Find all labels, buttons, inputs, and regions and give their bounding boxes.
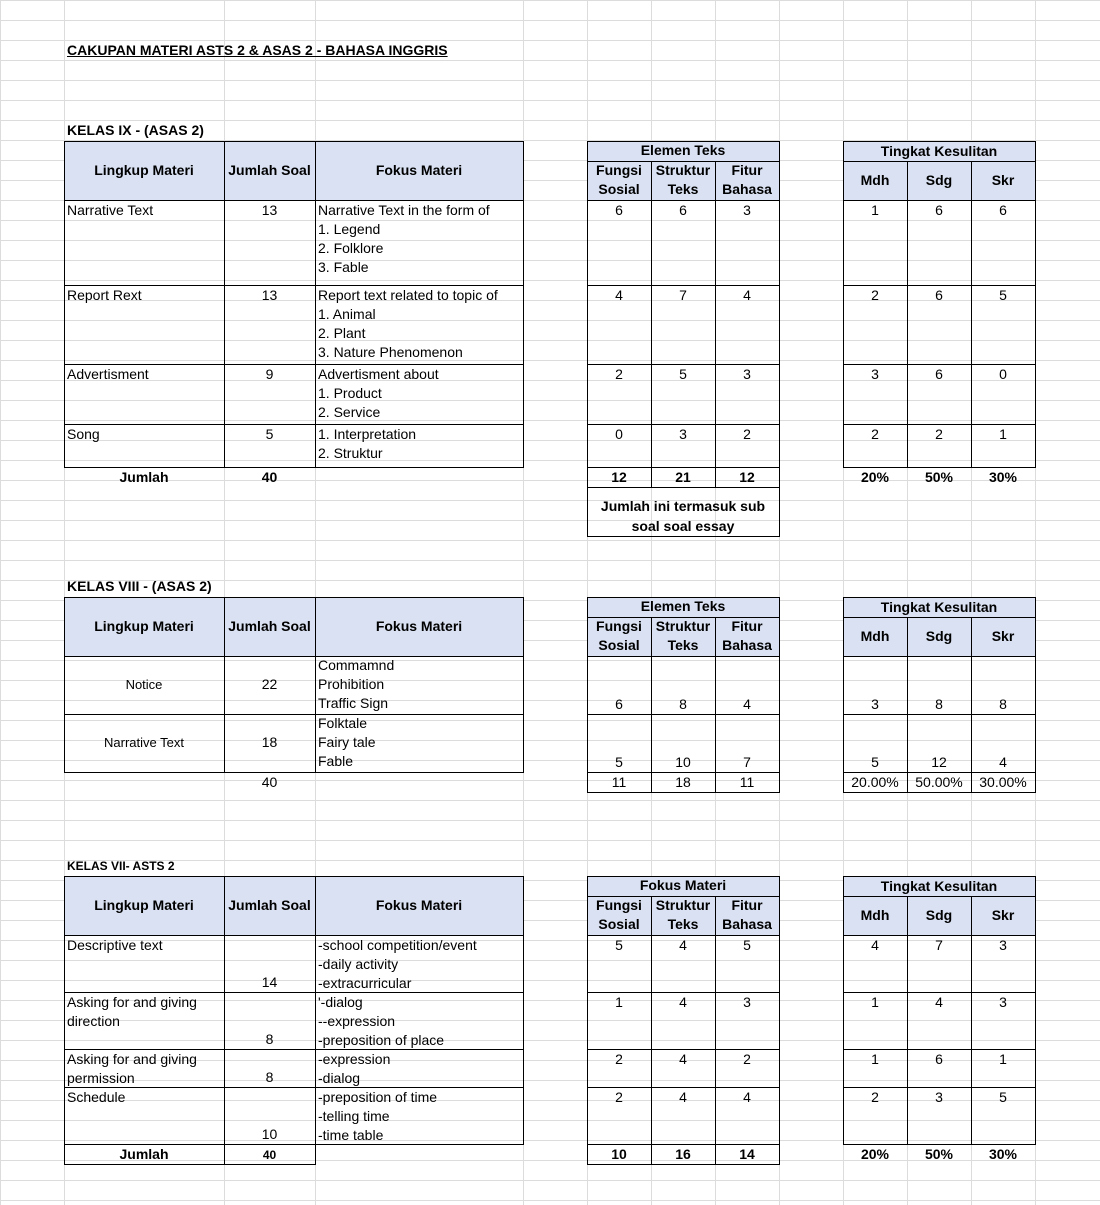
cell-jumlah-soal: 13 <box>261 287 278 303</box>
header-fitur: Fitur <box>731 618 763 634</box>
cell-fokus-line: -daily activity <box>318 956 399 972</box>
cell-skr: 3 <box>999 994 1007 1010</box>
cell-st: 7 <box>679 287 687 303</box>
header-bahasa: Bahasa <box>722 637 772 653</box>
header-fokus-materi: Fokus Materi <box>375 162 463 178</box>
cell-jumlah-soal: 5 <box>265 426 274 442</box>
header-jumlah-soal: Jumlah Soal <box>228 897 311 913</box>
header-skr: Skr <box>991 628 1015 644</box>
header-fungsi: Fungsi <box>596 618 642 634</box>
header-lingkup-materi: Lingkup Materi <box>94 162 194 178</box>
cell-lingkup-materi: Narrative Text <box>104 735 184 750</box>
total-soal: 40 <box>262 1148 277 1162</box>
cell-st: 10 <box>675 754 691 770</box>
cell-sdg: 4 <box>935 994 943 1010</box>
total-fb: 14 <box>739 1146 755 1162</box>
cell-fokus-line: -time table <box>318 1127 384 1143</box>
header-teks: Teks <box>667 181 699 197</box>
total-sdg: 50.00% <box>915 774 963 790</box>
cell-fb: 2 <box>743 426 751 442</box>
page-title: CAKUPAN MATERI ASTS 2 & ASAS 2 - BAHASA INGGRIS <box>67 42 448 58</box>
cell-jumlah-soal: 14 <box>261 974 278 990</box>
header-skr: Skr <box>991 907 1015 923</box>
cell-fs: 5 <box>615 937 623 953</box>
header-bahasa: Bahasa <box>722 181 772 197</box>
cell-sdg: 6 <box>935 202 943 218</box>
cell-fb: 5 <box>743 937 751 953</box>
cell-fokus-line: 2. Service <box>318 404 381 420</box>
header-fitur: Fitur <box>731 897 763 913</box>
total-mdh: 20.00% <box>851 774 899 790</box>
section-heading-kelas-vii: KELAS VII- ASTS 2 <box>67 859 175 873</box>
cell-fokus-line: -expression <box>318 1051 391 1067</box>
cell-fokus-line: --expression <box>318 1013 396 1029</box>
cell-skr: 5 <box>999 1089 1007 1105</box>
cell-lingkup-materi: Narrative Text <box>67 202 154 218</box>
cell-lingkup-materi: Schedule <box>67 1089 126 1105</box>
cell-mdh: 2 <box>871 1089 879 1105</box>
cell-fokus-line: 2. Struktur <box>318 445 383 461</box>
header-sdg: Sdg <box>925 172 953 188</box>
cell-lingkup-materi: direction <box>67 1013 120 1029</box>
cell-jumlah-soal: 22 <box>261 676 278 692</box>
total-st: 18 <box>675 774 691 790</box>
cell-skr: 5 <box>999 287 1007 303</box>
cell-lingkup-materi: Report Rext <box>67 287 142 303</box>
header-fungsi: Fungsi <box>596 162 642 178</box>
header-elemen-teks: Elemen Teks <box>640 142 726 158</box>
cell-sdg: 3 <box>935 1089 943 1105</box>
cell-st: 4 <box>679 994 687 1010</box>
cell-fokus-line: 3. Nature Phenomenon <box>318 344 463 360</box>
cell-fokus-line: -preposition of time <box>318 1089 438 1105</box>
cell-sdg: 6 <box>935 366 943 382</box>
cell-fs: 5 <box>615 754 623 770</box>
cell-skr: 8 <box>999 696 1007 712</box>
cell-skr: 1 <box>999 426 1007 442</box>
header-fokus-materi: Fokus Materi <box>375 897 463 913</box>
cell-fs: 1 <box>615 994 623 1010</box>
cell-fokus-line: Prohibition <box>318 676 385 692</box>
cell-fokus-line: -dialog <box>318 1070 361 1086</box>
cell-lingkup-materi: Notice <box>125 677 163 692</box>
cell-fs: 6 <box>615 696 623 712</box>
section-heading-kelas-ix: KELAS IX - (ASAS 2) <box>67 122 204 138</box>
cell-fokus-line: -telling time <box>318 1108 390 1124</box>
cell-sdg: 12 <box>931 754 947 770</box>
cell-fokus-line: 3. Fable <box>318 259 369 275</box>
cell-fs: 2 <box>615 366 623 382</box>
cell-skr: 1 <box>999 1051 1007 1067</box>
cell-fokus-line: Folktale <box>318 715 368 731</box>
cell-fb: 4 <box>743 287 751 303</box>
total-mdh: 20% <box>860 1146 890 1162</box>
header-elemen-teks: Fokus Materi <box>639 877 727 893</box>
cell-mdh: 2 <box>871 287 879 303</box>
cell-fokus-line: 1. Animal <box>318 306 376 322</box>
cell-jumlah-soal: 9 <box>265 366 274 382</box>
cell-jumlah-soal: 8 <box>265 1069 274 1085</box>
header-fokus-materi: Fokus Materi <box>375 618 463 634</box>
cell-lingkup-materi: Asking for and giving <box>67 1051 197 1067</box>
header-mdh: Mdh <box>860 172 890 188</box>
cell-st: 5 <box>679 366 687 382</box>
cell-sdg: 6 <box>935 1051 943 1067</box>
cell-jumlah-soal: 13 <box>261 202 278 218</box>
header-tingkat-kesulitan: Tingkat Kesulitan <box>880 143 998 159</box>
cell-mdh: 3 <box>871 696 879 712</box>
total-fs: 11 <box>611 774 627 790</box>
cell-fokus-line: 1. Product <box>318 385 382 401</box>
cell-lingkup-materi: Advertisment <box>67 366 149 382</box>
header-struktur: Struktur <box>655 162 711 178</box>
cell-skr: 3 <box>999 937 1007 953</box>
cell-jumlah-soal: 10 <box>261 1126 278 1142</box>
total-fs: 12 <box>611 469 627 485</box>
cell-fokus-line: Commamnd <box>318 657 395 673</box>
cell-st: 8 <box>679 696 687 712</box>
cell-sdg: 6 <box>935 287 943 303</box>
cell-fokus-line: Fairy tale <box>318 734 376 750</box>
total-fb: 12 <box>739 469 755 485</box>
total-st: 21 <box>675 469 691 485</box>
cell-fokus-line: 2. Folklore <box>318 240 384 256</box>
total-skr: 30% <box>988 469 1018 485</box>
header-struktur: Struktur <box>655 618 711 634</box>
cell-st: 4 <box>679 1051 687 1067</box>
cell-fokus-line: 2. Plant <box>318 325 366 341</box>
cell-fokus-line: Traffic Sign <box>318 695 389 711</box>
cell-fb: 4 <box>743 696 751 712</box>
header-sdg: Sdg <box>925 628 953 644</box>
total-skr: 30.00% <box>979 774 1027 790</box>
total-label: Jumlah <box>119 469 169 485</box>
cell-lingkup-materi: Asking for and giving <box>67 994 197 1010</box>
cell-mdh: 2 <box>871 426 879 442</box>
cell-jumlah-soal: 8 <box>265 1031 274 1047</box>
cell-fokus-line: -extracurricular <box>318 975 412 991</box>
header-skr: Skr <box>991 172 1015 188</box>
header-lingkup-materi: Lingkup Materi <box>94 618 194 634</box>
cell-fokus-line: -school competition/event <box>318 937 477 953</box>
cell-fb: 2 <box>743 1051 751 1067</box>
cell-mdh: 1 <box>871 994 879 1010</box>
cell-skr: 4 <box>999 754 1007 770</box>
cell-st: 6 <box>679 202 687 218</box>
header-sosial: Sosial <box>598 637 640 653</box>
header-jumlah-soal: Jumlah Soal <box>228 618 311 634</box>
header-elemen-teks: Elemen Teks <box>640 598 726 614</box>
cell-fs: 4 <box>615 287 623 303</box>
header-struktur: Struktur <box>655 897 711 913</box>
header-mdh: Mdh <box>860 628 890 644</box>
cell-fb: 4 <box>743 1089 751 1105</box>
cell-mdh: 3 <box>871 366 879 382</box>
cell-fokus-line: '-dialog <box>318 994 363 1010</box>
total-st: 16 <box>675 1146 691 1162</box>
cell-fokus-line: -preposition of place <box>318 1032 445 1048</box>
cell-sdg: 2 <box>935 426 943 442</box>
total-fb: 11 <box>739 774 755 790</box>
header-bahasa: Bahasa <box>722 916 772 932</box>
cell-fokus-line: Report text related to topic of <box>318 287 498 303</box>
header-teks: Teks <box>667 916 699 932</box>
cell-fokus-line: Advertisment about <box>318 366 439 382</box>
cell-lingkup-materi: Song <box>67 426 100 442</box>
cell-fb: 3 <box>743 202 751 218</box>
header-fungsi: Fungsi <box>596 897 642 913</box>
cell-skr: 0 <box>999 366 1007 382</box>
cell-mdh: 1 <box>871 1051 879 1067</box>
cell-st: 4 <box>679 937 687 953</box>
cell-st: 4 <box>679 1089 687 1105</box>
header-mdh: Mdh <box>860 907 890 923</box>
cell-sdg: 7 <box>935 937 943 953</box>
cell-fs: 0 <box>615 426 623 442</box>
header-sosial: Sosial <box>598 181 640 197</box>
total-label: Jumlah <box>119 1146 169 1162</box>
header-lingkup-materi: Lingkup Materi <box>94 897 194 913</box>
cell-fokus-line: Fable <box>318 753 354 769</box>
cell-fokus-line: Narrative Text in the form of <box>318 202 490 218</box>
total-sdg: 50% <box>924 469 954 485</box>
cell-mdh: 5 <box>871 754 879 770</box>
cell-mdh: 1 <box>871 202 879 218</box>
header-sdg: Sdg <box>925 907 953 923</box>
cell-fs: 2 <box>615 1051 623 1067</box>
total-skr: 30% <box>988 1146 1018 1162</box>
cell-skr: 6 <box>999 202 1007 218</box>
note-line: Jumlah ini termasuk sub <box>600 498 766 514</box>
cell-sdg: 8 <box>935 696 943 712</box>
header-sosial: Sosial <box>598 916 640 932</box>
header-tingkat-kesulitan: Tingkat Kesulitan <box>880 599 998 615</box>
cell-mdh: 4 <box>871 937 879 953</box>
header-tingkat-kesulitan: Tingkat Kesulitan <box>880 878 998 894</box>
cell-lingkup-materi: permission <box>67 1070 135 1086</box>
total-fs: 10 <box>611 1146 627 1162</box>
total-soal: 40 <box>261 469 278 485</box>
cell-fs: 2 <box>615 1089 623 1105</box>
header-fitur: Fitur <box>731 162 763 178</box>
cell-fs: 6 <box>615 202 623 218</box>
cell-fb: 3 <box>743 366 751 382</box>
cell-fokus-line: 1. Interpretation <box>318 426 417 442</box>
header-jumlah-soal: Jumlah Soal <box>228 162 311 178</box>
total-soal: 40 <box>261 774 278 790</box>
cell-lingkup-materi: Descriptive text <box>67 937 163 953</box>
cell-st: 3 <box>679 426 687 442</box>
note-line: soal soal essay <box>631 518 735 534</box>
cell-fb: 3 <box>743 994 751 1010</box>
header-teks: Teks <box>667 637 699 653</box>
cell-fb: 7 <box>743 754 751 770</box>
cell-fokus-line: 1. Legend <box>318 221 381 237</box>
total-sdg: 50% <box>924 1146 954 1162</box>
section-heading-kelas-viii: KELAS VIII - (ASAS 2) <box>67 578 212 594</box>
total-mdh: 20% <box>860 469 890 485</box>
cell-jumlah-soal: 18 <box>261 734 278 750</box>
